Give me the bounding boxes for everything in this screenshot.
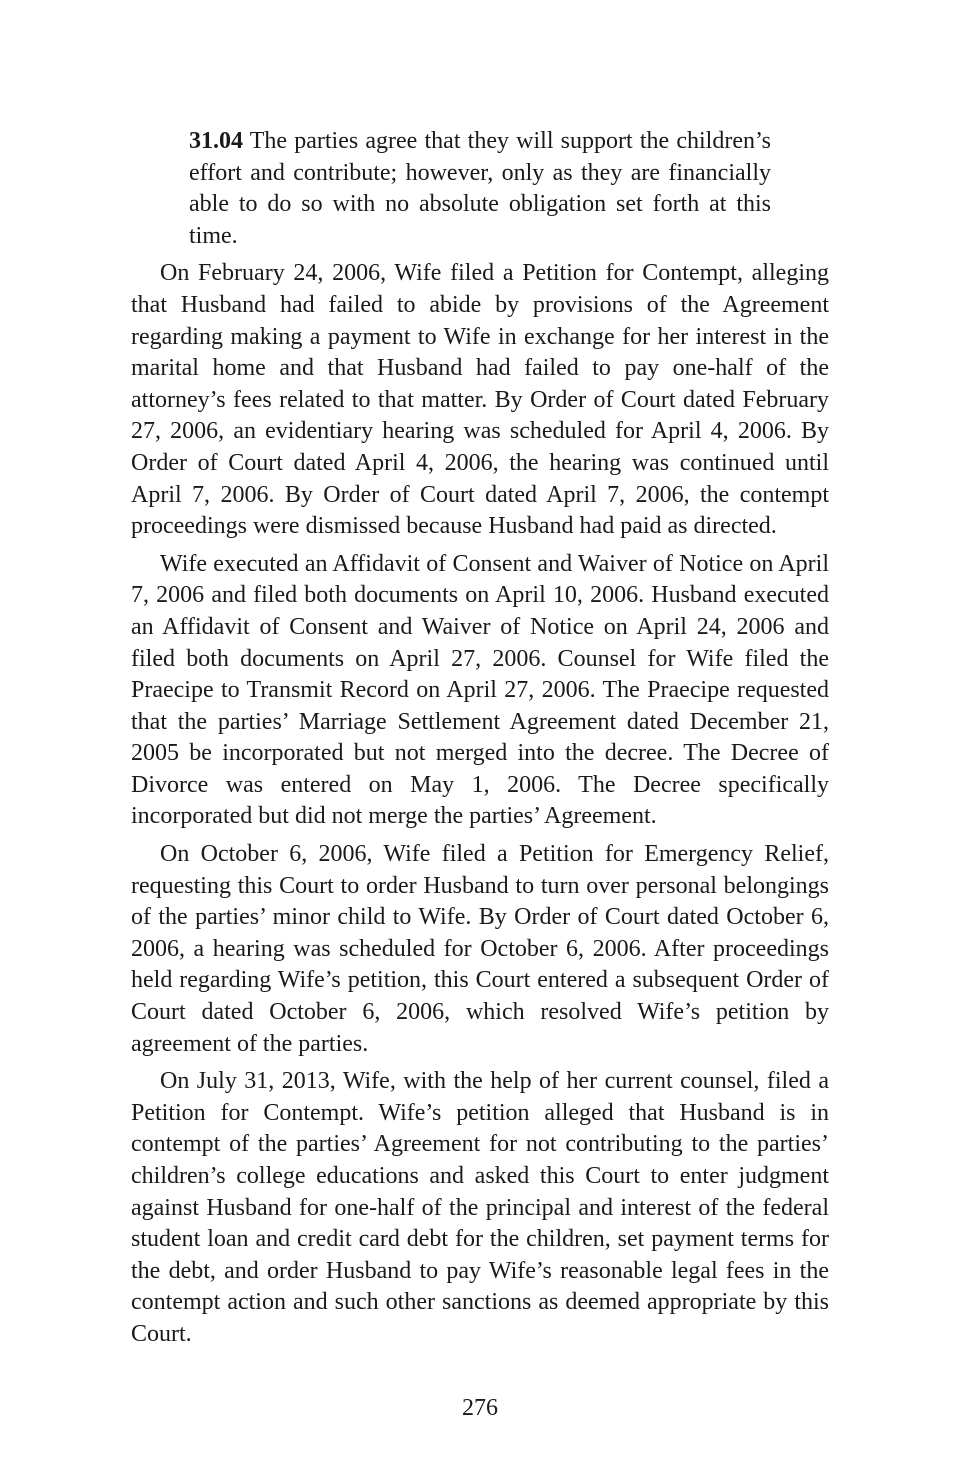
paragraph-4: On July 31, 2013, Wife, with the help of her current counsel, filed a Petition for Contempt. Wife’s petition alleged that Husband is in contempt of the parties’ Agreement for not contributing to the parties’ children’s college educations and asked this Court to enter judgment against Husband for one-half of the principal and interest of the federal student loan and credit card debt for the children, set payment terms for the debt, and order Husband to pay Wife’s reasonable legal fees in the contempt action and such other sanctions as deemed appropriate by this Court.	[131, 1068, 829, 1347]
page-number: 276	[462, 1395, 498, 1421]
clause-number: 31.04	[189, 128, 243, 154]
paragraph-3: On October 6, 2006, Wife filed a Petition for Emergency Relief, requesting this Court to order Husband to turn over personal belongings of the parties’ minor child to Wife. By Order of Court dated October 6, 2006, a hearing was scheduled for October 6, 2006. After proceedings held regarding Wife’s petition, this Court entered a subsequent Order of Court dated October 6, 2006, which resolved Wife’s petition by agreement of the parties.	[131, 841, 829, 1057]
body-text	[131, 126, 829, 1357]
clause-text: The parties agree that they will support the children’s effort and contribute; however, only as they are financially able to do so with no absolute obligation set forth at this time.	[189, 128, 771, 249]
quoted-clause	[189, 126, 771, 252]
paragraph-2: Wife executed an Affidavit of Consent and Waiver of Notice on April 7, 2006 and filed both documents on April 10, 2006. Husband executed an Affidavit of Consent and Waiver of Notice on April 24, 2006 and filed both documents on April 27, 2006. Counsel for Wife filed the Praecipe to Transmit Record on April 27, 2006. The Praecipe requested that the parties’ Marriage Settlement Agreement dated December 21, 2005 be incorporated but not merged into the decree. The Decree of Divorce was entered on May 1, 2006. The Decree specifically incorporated but did not merge the parties’ Agreement.	[131, 550, 829, 830]
paragraph-1: On February 24, 2006, Wife filed a Petition for Contempt, alleging that Husband had failed to abide by provisions of the Agreement regarding making a payment to Wife in exchange for her interest in the marital home and that Husband had failed to pay one-half of the attorney’s fees related to that matter. By Order of Court dated February 27, 2006, an evidentiary hearing was scheduled for April 4, 2006. By Order of Court dated April 4, 2006, the hearing was continued until April 7, 2006. By Order of Court dated April 7, 2006, the contempt proceedings were dismissed because Husband had paid as directed.	[131, 260, 829, 540]
